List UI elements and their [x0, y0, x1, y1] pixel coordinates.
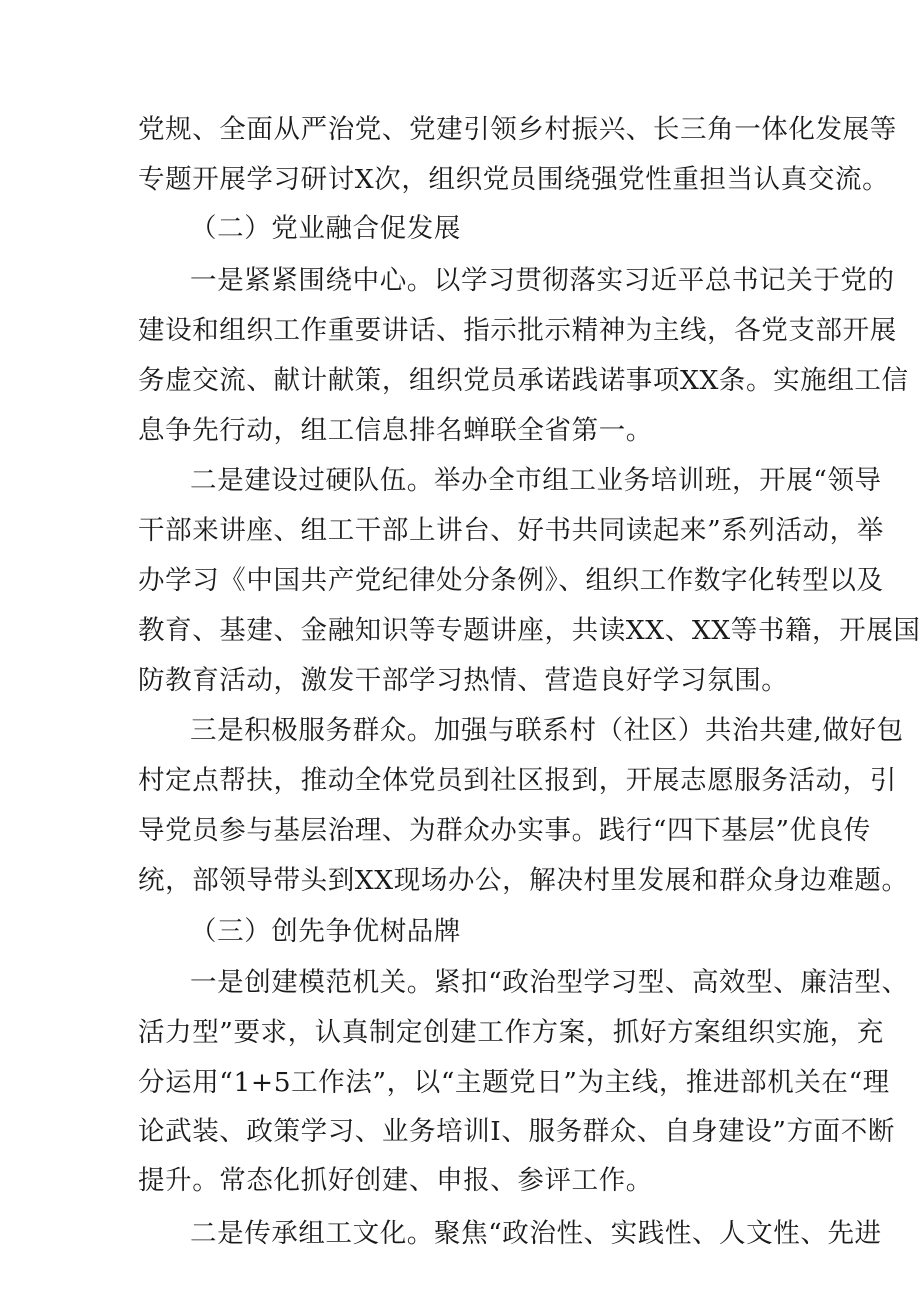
- text-line-18: 一是创建模范机关。紧扣“政治型学习型、高效型、廉洁型、: [190, 967, 909, 998]
- text-line-10: 办学习《中国共产党纪律处分条例》、组织工作数字化转型以及: [138, 565, 884, 596]
- text-line-4: 一是紧紧围绕中心。以学习贯彻落实习近平总书记关于党的: [190, 265, 895, 296]
- text-line-2: 专题开展学习研讨X次，组织党员围绕强党性重担当认真交流。: [138, 164, 890, 195]
- text-line-19: 活力型”要求，认真制定创建工作方案，抓好方案组织实施，充: [138, 1017, 884, 1048]
- text-line-9: 干部来讲座、组工干部上讲台、好书共同读起来”系列活动，举: [138, 515, 884, 546]
- text-line-14: 村定点帮扶，推动全体党员到社区报到，开展志愿服务活动，引: [138, 765, 897, 796]
- text-line-5: 建设和组织工作重要讲话、指示批示精神为主线，各党支部开展: [138, 315, 897, 346]
- text-line-15: 导党员参与基层治理、为群众办实事。践行“四下基层”优良传: [138, 815, 871, 846]
- text-line-8: 二是建设过硬队伍。举办全市组工业务培训班，开展“领导: [190, 465, 882, 496]
- text-line-13: 三是积极服务群众。加强与联系村（社区）共治共建,做好包: [190, 715, 904, 746]
- text-line-22: 提升。常态化抓好创建、申报、参评工作。: [138, 1165, 653, 1196]
- text-line-11: 教育、基建、金融知识等专题讲座，共读XX、XX等书籍，开展国: [138, 615, 920, 646]
- text-line-23: 二是传承组工文化。聚焦“政治性、实践性、人文性、先进: [190, 1218, 882, 1249]
- section-heading-2: （二）党业融合促发展: [190, 213, 461, 244]
- text-line-16: 统，部领导带头到XX现场办公，解决村里发展和群众身边难题。: [138, 865, 909, 896]
- text-line-21: 论武装、政策学习、业务培训I、服务群众、自身建设”方面不断: [138, 1116, 895, 1147]
- section-heading-3: （三）创先争优树品牌: [190, 916, 461, 947]
- text-line-12: 防教育活动，激发干部学习热情、营造良好学习氛围。: [138, 665, 789, 696]
- text-line-6: 务虚交流、献计献策，组织党员承诺践诺事项XX条。实施组工信: [138, 365, 909, 396]
- text-line-20: 分运用“1+5工作法”，以“主题党日”为主线，推进部机关在“理: [138, 1067, 890, 1098]
- text-line-1: 党规、全面从严治党、党建引领乡村振兴、长三角一体化发展等: [138, 114, 897, 145]
- text-line-7: 息争先行动，组工信息排名蝉联全省第一。: [138, 415, 653, 446]
